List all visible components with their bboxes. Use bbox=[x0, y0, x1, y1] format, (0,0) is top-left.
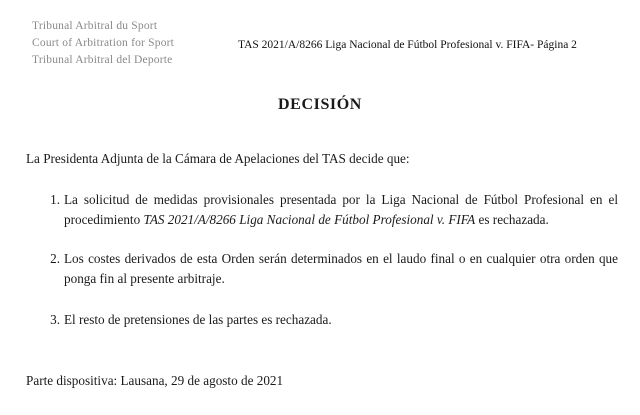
letterhead-line-es: Tribunal Arbitral del Deporte bbox=[32, 54, 173, 66]
decision-items bbox=[26, 190, 618, 348]
list-item bbox=[26, 190, 618, 229]
list-item-number: 1. bbox=[50, 192, 60, 207]
decision-intro: La Presidenta Adjunta de la Cámara de Apelaciones del TAS decide que: bbox=[26, 151, 410, 166]
letterhead-line-fr: Tribunal Arbitral du Sport bbox=[32, 20, 158, 32]
list-item-text-tail: es rechazada. bbox=[475, 211, 549, 227]
list-item bbox=[26, 310, 618, 330]
list-item-number: 3. bbox=[50, 312, 60, 327]
decision-closing: Parte dispositiva: Lausana, 29 de agosto de 2021 bbox=[26, 373, 284, 388]
cas-letterhead bbox=[32, 18, 174, 69]
letterhead-line-en: Court of Arbitration for Sport bbox=[32, 37, 175, 49]
page-title: DECISIÓN bbox=[278, 96, 362, 113]
list-item-text: Los costes derivados de esta Orden serán determinados en el laudo final o en cualquier otra orden que ponga fin al presente arbitraje. bbox=[64, 251, 618, 286]
list-item-text bbox=[64, 190, 618, 229]
list-item-text-lead: La solicitud de medidas provisionales presentada por la Liga Nacional de Fútbol Profesional en el procedimiento bbox=[64, 192, 618, 227]
list-item-number: 2. bbox=[50, 251, 60, 266]
list-item-case-citation: TAS 2021/A/8266 Liga Nacional de Fútbol Profesional v. FIFA bbox=[143, 211, 476, 227]
list-item bbox=[26, 249, 618, 288]
page-header bbox=[0, 18, 640, 78]
case-reference-header: TAS 2021/A/8266 Liga Nacional de Fútbol Profesional v. FIFA- Página 2 bbox=[238, 39, 577, 51]
list-item-text: El resto de pretensiones de las partes es rechazada. bbox=[64, 312, 332, 327]
